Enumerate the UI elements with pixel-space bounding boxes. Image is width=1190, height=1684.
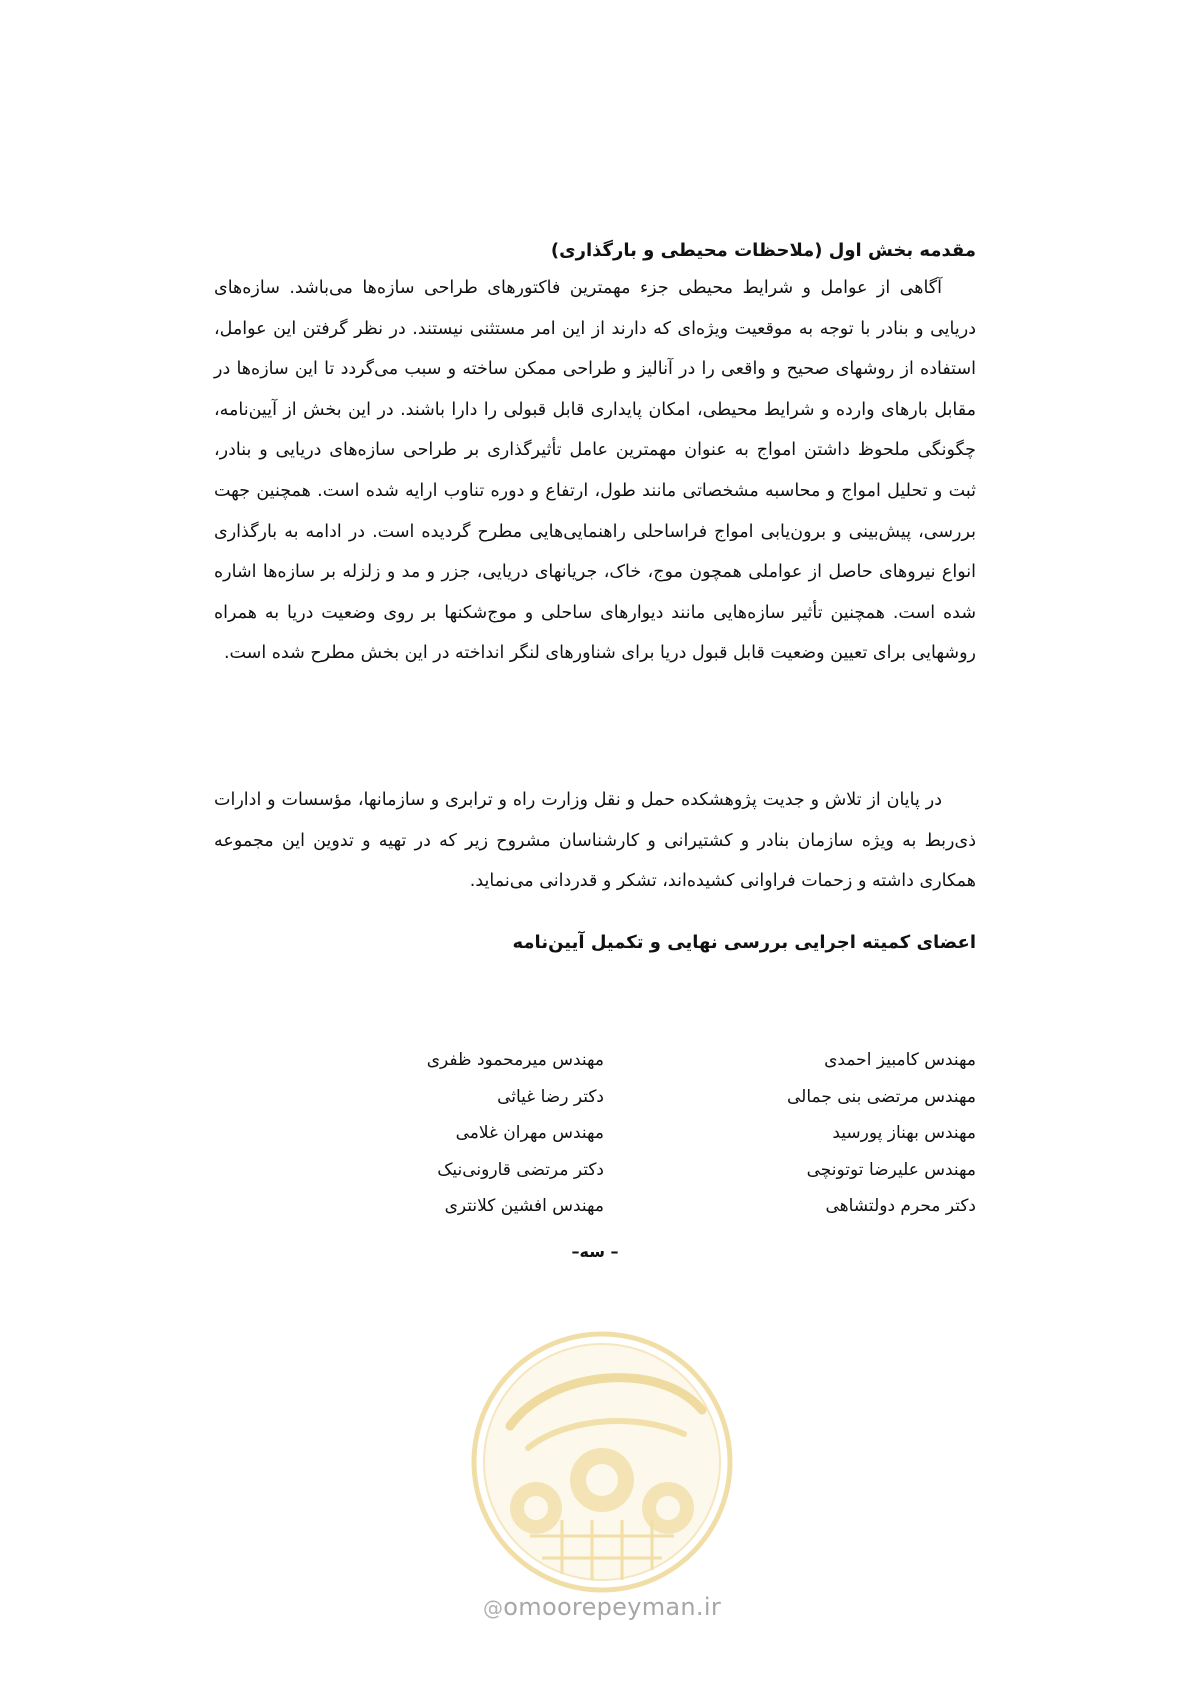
committee-member: مهندس میرمحمود ظفری [426,1050,604,1070]
committee-column-right [676,1042,976,1225]
section-intro-paragraph: آگاهی از عوامل و شرایط محیطی جزء مهمترین فاکتورهای طراحی سازه‌ها می‌باشد. سازه‌های دریایی و بنادر با توجه به موقعیت ویژه‌ای که دارند از این امر مستثنی نیستند. در نظر گرفتن این عوامل، استفاده از روشهای صحیح و واقعی را در آنالیز و طراحی ممکن ساخته و سبب می‌گردد تا این سازه‌ها در مقابل بارهای وارده و شرایط محیطی، امکان پایداری قابل قبولی را دارا باشند. در این بخش از آیین‌نامه، چگونگی ملحوظ داشتن امواج به عنوان مهمترین عامل تأثیرگذاری بر طراحی سازه‌های دریایی و بنادر، ثبت و تحلیل امواج و محاسبه مشخصاتی مانند طول، ارتفاع و دوره تناوب ارایه شده است. همچنین جهت بررسی، پیش‌بینی و برون‌یابی امواج فراساحلی راهنمایی‌هایی مطرح گردیده است. در ادامه به بارگذاری انواع نیروهای حاصل از عواملی همچون موج، خاک، جریانهای دریایی، جزر و مد و زلزله بر سازه‌ها اشاره شده است. همچنین تأثیر سازه‌هایی مانند دیوارهای ساحلی و موج‌شکنها بر روی وضعیت دریا به همراه روشهایی برای تعیین وضعیت قابل قبول دریا برای شناورهای لنگر انداخته در این بخش مطرح شده است. [214,278,976,664]
at-icon: @ [482,1596,504,1620]
committee-member: مهندس مرتضی بنی جمالی [787,1086,976,1107]
committee-column-left [274,1042,604,1225]
watermark-url [482,1593,722,1621]
committee-title: اعضای کمیته اجرایی بررسی نهایی و تکمیل آیین‌نامه [512,932,976,953]
acknowledgement-paragraph: در پایان از تلاش و جدیت پژوهشکده حمل و نقل وزارت راه و ترابری و سازمانها، مؤسسات و ادارات ذی‌ربط به ویژه سازمان بنادر و کشتیرانی و کارشناسان مشروح زیر که در تهیه و تدوین این مجموعه همکاری داشته و زحمات فراوانی کشیده‌اند، تشکر و قدردانی می‌نماید. [214,790,976,892]
committee-member: دکتر مرتضی قارونی‌نیک [437,1159,604,1180]
watermark-seal-logo [470,1330,734,1594]
committee-member: مهندس علیرضا توتونچی [806,1159,976,1180]
section-title: مقدمه بخش اول (ملاحظات محیطی و بارگذاری) [550,240,976,261]
committee-member: مهندس افشین کلانتری [444,1196,604,1217]
committee-member: دکتر محرم دولتشاهی [825,1196,976,1217]
committee-member: مهندس بهناز پورسید [832,1123,976,1144]
committee-member: مهندس کامبیز احمدی [824,1050,976,1070]
committee-member: مهندس مهران غلامی [455,1123,604,1144]
committee-member: دکتر رضا غیاثی [497,1086,604,1107]
committee-members [214,1042,976,1242]
watermark-url-text: omoorepeyman.ir [503,1593,721,1621]
page-number: – سه– [571,1242,619,1261]
